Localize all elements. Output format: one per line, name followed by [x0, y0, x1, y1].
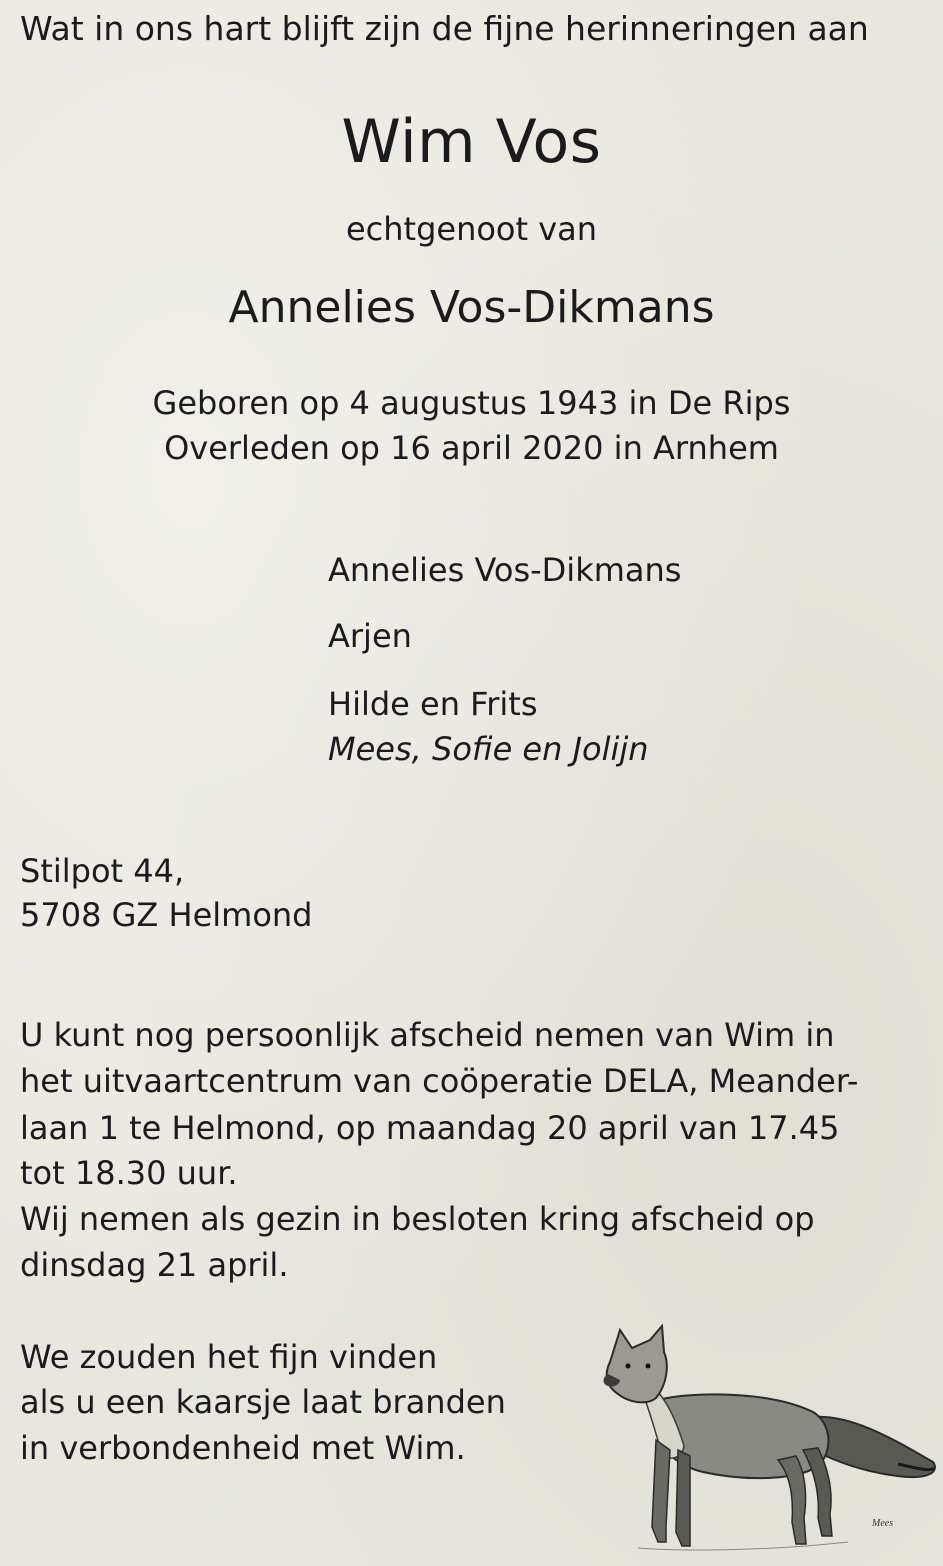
farewell-line: het uitvaartcentrum van coöperatie DELA, Meander-: [20, 1062, 859, 1100]
grandchildren: Mees, Sofie en Jolijn: [328, 730, 649, 768]
farewell-line: dinsdag 21 april.: [20, 1246, 289, 1284]
candle-line: We zouden het fijn vinden: [20, 1338, 438, 1376]
candle-line: in verbondenheid met Wim.: [20, 1429, 466, 1467]
deceased-name: Wim Vos: [341, 107, 602, 177]
farewell-line: Wij nemen als gezin in besloten kring afscheid op: [20, 1200, 815, 1238]
family-member: Annelies Vos-Dikmans: [328, 551, 682, 589]
spouse-label: echtgenoot van: [345, 210, 598, 248]
farewell-line: laan 1 te Helmond, op maandag 20 april van 17.45: [20, 1109, 840, 1147]
artist-signature: Mees: [872, 1518, 894, 1529]
intro-text: Wat in ons hart blijft zijn de fijne herinneringen aan: [20, 9, 869, 48]
death-line: Overleden op 16 april 2020 in Arnhem: [164, 429, 779, 467]
address-line: 5708 GZ Helmond: [20, 896, 313, 934]
farewell-line: U kunt nog persoonlijk afscheid nemen van Wim in: [20, 1016, 835, 1054]
birth-line: Geboren op 4 augustus 1943 in De Rips: [152, 384, 791, 422]
address-line: Stilpot 44,: [20, 852, 185, 890]
farewell-line: tot 18.30 uur.: [20, 1154, 238, 1192]
spouse-name: Annelies Vos-Dikmans: [228, 282, 715, 333]
family-member: Arjen: [328, 617, 412, 655]
family-member: Hilde en Frits: [328, 685, 538, 723]
candle-line: als u een kaarsje laat branden: [20, 1383, 506, 1421]
fox-illustration-icon: [598, 1322, 943, 1566]
